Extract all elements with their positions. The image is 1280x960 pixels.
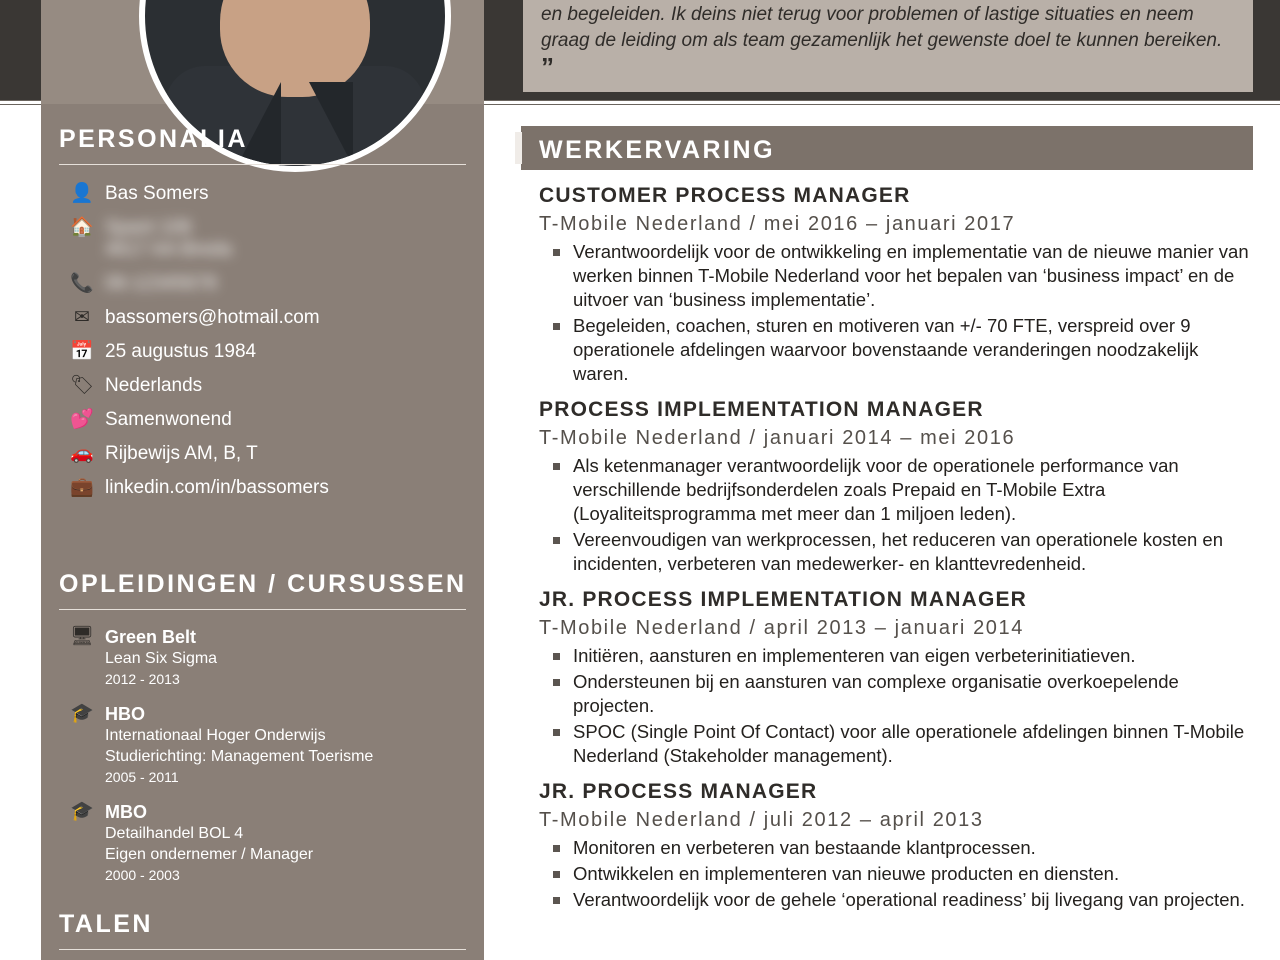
calendar-icon: 📅 [70,341,94,362]
list-item [41,375,484,397]
personalia-value-address [105,217,484,261]
profile-quote-text: en begeleiden. Ik deins niet terug voor problemen of lastige situaties en neem graag de leiding om als team gezamenlijk het gewenste doel te kunnen bereiken. [541,4,1223,51]
quote-close-icon: ” [541,52,554,82]
list-item [41,183,484,205]
computer-icon: 🖥 [69,626,95,647]
education-line-2: Eigen ondernemer / Manager [105,846,314,863]
job-bullets [539,240,1253,386]
experience-title: WERKERVARING [539,136,776,164]
flag-icon: 🏷 [69,375,95,396]
list-item [41,217,484,261]
experience-entry [539,396,1253,576]
section-personalia [41,125,484,511]
experience-entry [539,586,1253,768]
job-role: JR. PROCESS IMPLEMENTATION MANAGER [539,588,1028,611]
personalia-value-marital-status: Samenwonend [105,409,232,430]
languages-title: TALEN [59,910,153,938]
personalia-value-email[interactable]: bassomers@hotmail.com [105,307,320,328]
list-item [41,341,484,363]
personalia-value: Bas Somers [105,183,209,204]
personalia-list [41,183,484,499]
job-role: CUSTOMER PROCESS MANAGER [539,184,911,207]
list-item [41,409,484,431]
profile-quote [523,0,1253,92]
list-item: Initiëren, aansturen en implementeren van eigen verbeterinitiatieven. [573,644,1253,668]
education-line-1: Detailhandel BOL 4 [105,825,244,842]
list-item: Ondersteunen bij en aansturen van complexe organisatie overkoepelende projecten. [573,670,1253,718]
job-meta: T-Mobile Nederland / april 2013 – januari 2014 [539,617,1024,639]
education-entry [105,801,484,885]
education-rule [59,609,466,610]
languages-rule [59,949,466,950]
list-item [41,273,484,295]
graduation-cap-icon: 🎓 [70,801,94,822]
list-item [41,443,484,465]
section-education [41,570,484,899]
personalia-value-birthdate: 25 augustus 1984 [105,341,257,362]
job-bullets [539,644,1253,768]
personalia-title: PERSONALIA [59,125,248,153]
sidebar [41,0,484,960]
envelope-icon: ✉ [74,307,90,328]
phone-icon: 📞 [70,273,94,294]
car-icon: 🚗 [70,443,94,464]
list-item: Vereenvoudigen van werkprocessen, het reduceren van operationele kosten en incidenten, verbeteren van medewerker- en klanttevredenheid. [573,528,1253,576]
job-meta: T-Mobile Nederland / mei 2016 – januari 2017 [539,213,1016,235]
experience-list [539,182,1253,922]
list-item [41,477,484,499]
education-name: HBO [105,704,145,724]
education-line-1: Internationaal Hoger Onderwijs [105,727,326,744]
education-entry [105,626,484,689]
address-line-2: 4617 AA Breda [105,239,232,260]
education-list [41,626,484,885]
personalia-value-linkedin[interactable]: linkedin.com/in/bassomers [105,477,329,498]
list-item: Verantwoordelijk voor de gehele ‘operational readiness’ bij livegang van projecten. [573,888,1253,912]
education-years: 2000 - 2003 [105,867,180,883]
job-role: JR. PROCESS MANAGER [539,780,818,803]
graduation-cap-icon: 🎓 [70,703,94,724]
personalia-value-phone: 06-12345678 [105,273,217,294]
list-item [41,703,484,787]
list-item [41,626,484,689]
list-item: Ontwikkelen en implementeren van nieuwe producten en diensten. [573,862,1253,886]
list-item: SPOC (Single Point Of Contact) voor alle operationele afdelingen binnen T-Mobile Nederland (Stakeholder management). [573,720,1253,768]
personalia-rule [59,164,466,165]
job-bullets [539,836,1253,912]
list-item: Als ketenmanager verantwoordelijk voor de operationele performance van verschillende bedrijfsonderdelen zoals Prepaid en T-Mobile Extra (Loyaliteitsprogramma met meer dan 1 miljoen leden). [573,454,1253,526]
address-line-1: Spant 106 [105,217,192,238]
personalia-value-nationality: Nederlands [105,375,203,396]
education-entry [105,703,484,787]
experience-header-accent-inner [515,132,522,164]
home-icon: 🏠 [70,217,94,238]
linkedin-icon: 💼 [70,477,94,498]
experience-entry [539,182,1253,386]
heart-icon: 💕 [70,409,94,430]
education-name: MBO [105,802,147,822]
experience-entry [539,778,1253,912]
job-bullets [539,454,1253,576]
job-role: PROCESS IMPLEMENTATION MANAGER [539,398,984,421]
list-item [41,801,484,885]
personalia-value-drivers-license: Rijbewijs AM, B, T [105,443,258,464]
job-meta: T-Mobile Nederland / januari 2014 – mei 2016 [539,427,1016,449]
person-icon: 👤 [70,183,94,204]
education-years: 2005 - 2011 [105,769,179,785]
list-item: Begeleiden, coachen, sturen en motiveren van +/- 70 FTE, verspreid over 9 operationele afdelingen waarvoor bovenstaande veranderingen noodzakelijk waren. [573,314,1253,386]
education-line-1: Lean Six Sigma [105,650,218,667]
education-name: Green Belt [105,627,197,647]
education-years: 2012 - 2013 [105,671,180,687]
education-line-2: Studierichting: Management Toerisme [105,748,374,765]
education-title: OPLEIDINGEN / CURSUSSEN [59,570,467,598]
list-item: Monitoren en verbeteren van bestaande klantprocessen. [573,836,1253,860]
list-item [41,307,484,329]
job-meta: T-Mobile Nederland / juli 2012 – april 2013 [539,809,984,831]
list-item: Verantwoordelijk voor de ontwikkeling en implementatie van de nieuwe manier van werken binnen T-Mobile Nederland voor het bepalen van ‘business impact’ en de uitvoer van ‘business implementatie’. [573,240,1253,312]
section-languages [41,910,484,950]
